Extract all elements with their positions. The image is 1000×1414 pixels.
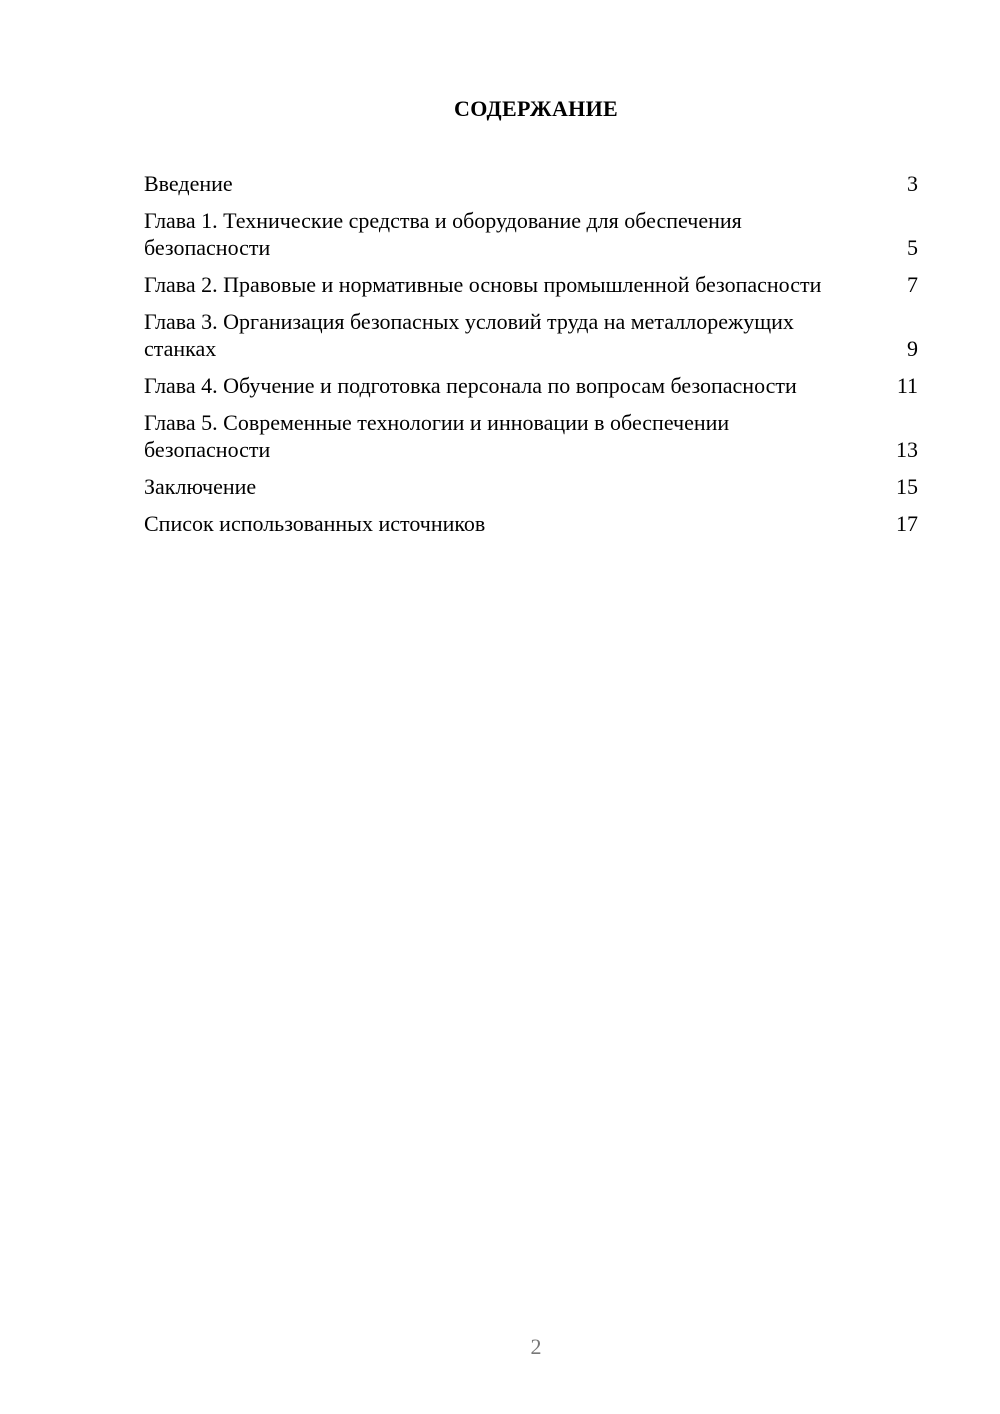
toc-entry-page: 5 <box>907 235 918 260</box>
toc-entry-page: 17 <box>896 511 918 536</box>
toc-entry-text: Введение <box>144 171 233 196</box>
toc-entry-text: Список использованных источников <box>144 511 486 536</box>
toc-entry-page: 7 <box>907 272 918 297</box>
toc-entry-text: Глава 5. Современные технологии и инновации в обеспечении безопасности <box>144 410 730 462</box>
toc-entry-text: Заключение <box>144 474 257 499</box>
toc-entry-page: 9 <box>907 336 918 361</box>
table-of-contents <box>144 170 918 547</box>
toc-entry-conclusion <box>144 473 918 500</box>
toc-entry-chapter-2 <box>144 271 918 298</box>
toc-entry-chapter-3 <box>144 308 918 362</box>
toc-entry-references <box>144 510 918 537</box>
toc-entry-chapter-4 <box>144 372 918 399</box>
toc-entry-page: 3 <box>907 171 918 196</box>
toc-entry-text: Глава 1. Технические средства и оборудование для обеспечения безопасности <box>144 208 742 260</box>
toc-entry-text: Глава 4. Обучение и подготовка персонала по вопросам безопасности <box>144 373 797 398</box>
toc-entry-chapter-1 <box>144 207 918 261</box>
page-number: 2 <box>530 1334 542 1359</box>
toc-entry-chapter-5 <box>144 409 918 463</box>
page-title: СОДЕРЖАНИЕ <box>454 96 618 121</box>
toc-entry-introduction <box>144 170 918 197</box>
toc-entry-page: 13 <box>896 437 918 462</box>
toc-entry-text: Глава 2. Правовые и нормативные основы промышленной безопасности <box>144 272 822 297</box>
toc-entry-page: 15 <box>896 474 918 499</box>
toc-entry-text: Глава 3. Организация безопасных условий труда на металлорежущих станках <box>144 309 794 361</box>
toc-entry-page: 11 <box>896 373 918 398</box>
